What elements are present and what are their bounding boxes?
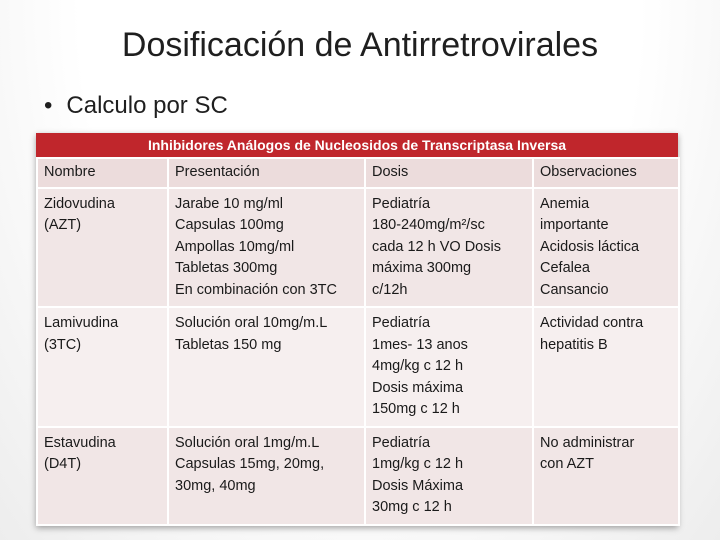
cell-line: 30mg c 12 h <box>372 499 452 515</box>
cell-line: En combinación con 3TC <box>175 281 337 298</box>
cell-presentacion <box>168 188 365 308</box>
cell-presentacion <box>168 307 365 427</box>
column-header: Dosis <box>365 158 533 188</box>
cell-nombre <box>37 427 168 525</box>
cell-dosis <box>365 307 533 427</box>
cell-line: No administrar <box>540 434 635 451</box>
cell-line: Pediatría <box>372 315 431 331</box>
cell-line: Estavudina <box>44 434 116 451</box>
cell-line: Dosis máxima <box>372 379 464 396</box>
table-title: Inhibidores Análogos de Nucleosidos de Transcriptasa Inversa <box>36 133 678 157</box>
bullet-text: Calculo por SC <box>66 92 228 119</box>
cell-observaciones <box>533 427 679 525</box>
cell-line: Ampollas 10mg/ml <box>175 238 295 255</box>
table-row <box>37 307 679 427</box>
cell-line: (3TC) <box>44 336 82 353</box>
cell-nombre <box>37 188 168 308</box>
cell-observaciones <box>533 188 679 308</box>
table-row <box>37 188 679 308</box>
column-header: Nombre <box>37 158 168 188</box>
cell-line: Cefalea <box>540 260 590 276</box>
cell-line: Dosis Máxima <box>372 477 464 494</box>
cell-line: 150mg c 12 h <box>372 401 460 417</box>
cell-line: Anemia <box>540 195 590 212</box>
cell-line: Actividad contra <box>540 315 644 331</box>
cell-line: 4mg/kg c 12 h <box>372 358 464 374</box>
cell-line: Pediatría <box>372 195 431 212</box>
cell-line: Capsulas 100mg <box>175 217 284 233</box>
cell-line: (D4T) <box>44 456 82 472</box>
bullet-item <box>44 92 228 120</box>
column-header: Observaciones <box>533 158 679 188</box>
cell-line: Pediatría <box>372 434 431 451</box>
cell-line: Lamivudina <box>44 315 119 331</box>
cell-line: 1mg/kg c 12 h <box>372 456 464 472</box>
cell-presentacion <box>168 427 365 525</box>
cell-line: Jarabe 10 mg/ml <box>175 195 283 212</box>
cell-line: Solución oral 1mg/m.L <box>175 434 320 451</box>
cell-line: (AZT) <box>44 217 82 233</box>
cell-nombre <box>37 307 168 427</box>
drug-table-grid <box>36 157 680 526</box>
cell-line: Cansancio <box>540 281 609 298</box>
cell-line: máxima 300mg <box>372 260 472 276</box>
table-header-row <box>37 158 679 188</box>
cell-line: Tabletas 150 mg <box>175 336 282 353</box>
cell-line: Solución oral 10mg/m.L <box>175 315 328 331</box>
drug-table <box>36 133 678 526</box>
cell-line: Capsulas 15mg, 20mg, <box>175 456 325 472</box>
cell-dosis <box>365 188 533 308</box>
cell-line: c/12h <box>372 281 408 298</box>
cell-line: con AZT <box>540 456 594 472</box>
bullet-dot-icon: • <box>44 92 53 119</box>
slide-title: Dosificación de Antirretrovirales <box>121 26 599 64</box>
cell-line: Tabletas 300mg <box>175 260 278 276</box>
cell-line: 180-240mg/m²/sc <box>372 217 485 233</box>
cell-line: 30mg, 40mg <box>175 477 256 494</box>
cell-line: Acidosis láctica <box>540 238 640 255</box>
cell-line: 1mes- 13 anos <box>372 336 468 353</box>
cell-dosis <box>365 427 533 525</box>
cell-line: cada 12 h VO Dosis <box>372 238 501 255</box>
column-header: Presentación <box>168 158 365 188</box>
cell-line: hepatitis B <box>540 336 608 353</box>
cell-line: Zidovudina <box>44 195 115 212</box>
cell-observaciones <box>533 307 679 427</box>
cell-line: importante <box>540 217 609 233</box>
table-row <box>37 427 679 525</box>
